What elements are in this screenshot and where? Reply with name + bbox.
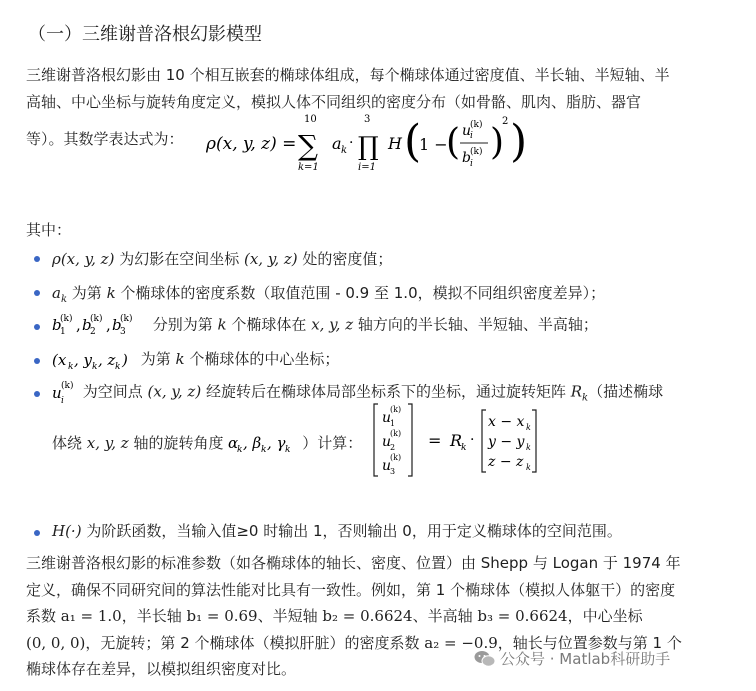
- intro-line-1: 三维谢普洛根幻影由 10 个相互嵌套的椭球体组成，每个椭球体通过密度值、半长轴、半短轴、半: [26, 66, 670, 84]
- bullet-step-function: H(·) 为阶跃函数，当输入值≥0 时输出 1，否则输出 0，用于定义椭球体的空间范围。: [52, 522, 622, 540]
- svg-text:·: ·: [470, 432, 475, 448]
- wechat-icon: [474, 650, 496, 668]
- svg-text:∑: ∑: [298, 129, 318, 162]
- svg-text:·: ·: [349, 135, 354, 151]
- svg-text:k: k: [261, 444, 267, 454]
- outro-line-1: 三维谢普洛根幻影的标准参数（如各椭球体的轴长、密度、位置）由 Shepp 与 Logan 于 1974 年: [26, 554, 681, 572]
- bullet-center: (x k , y k , z k ) 为第 k 个椭球体的中心坐标；: [52, 350, 340, 371]
- svg-text:i: i: [61, 396, 64, 406]
- svg-text:): ): [510, 116, 528, 167]
- svg-text:u: u: [382, 458, 392, 474]
- watermark-text: 公众号 · Matlab科研助手: [500, 650, 671, 668]
- svg-text:=: =: [428, 431, 442, 450]
- svg-text:(: (: [404, 116, 422, 167]
- svg-text:a: a: [332, 134, 342, 153]
- center-coords-math: [52, 349, 136, 371]
- svg-text:): ): [490, 122, 505, 163]
- svg-text:x − x: x − x: [488, 414, 525, 430]
- svg-text:k: k: [68, 361, 74, 371]
- svg-text:b: b: [112, 316, 122, 334]
- svg-text:(k): (k): [60, 314, 73, 324]
- intro-line-2: 高轴、中心坐标与旋转角度定义，模拟人体不同组织的密度分布（如骨骼、肌肉、脂肪、器官: [26, 92, 642, 111]
- svg-text:k: k: [526, 443, 531, 452]
- svg-text:3: 3: [364, 114, 371, 125]
- svg-text:, z: , z: [98, 350, 116, 369]
- svg-text:2: 2: [390, 443, 396, 452]
- bullet-dot: [34, 530, 40, 536]
- bullet-dot: [34, 256, 40, 262]
- svg-text:k: k: [237, 444, 243, 454]
- svg-text:k: k: [526, 463, 531, 472]
- outro-line-3: 系数 a₁ = 1.0，半长轴 b₁ = 0.69、半短轴 b₂ = 0.6624、半高轴 b₃ = 0.6624，中心坐标: [26, 607, 643, 625]
- svg-text:k: k: [461, 443, 467, 453]
- bullet-local-coords-line2: 体绕 x, y, z 轴的旋转角度 α k , β k , γ k ）计算：: [52, 433, 363, 454]
- svg-text:α: α: [228, 433, 239, 452]
- svg-text:): ): [122, 350, 128, 369]
- svg-text:1: 1: [60, 327, 66, 337]
- svg-text:2: 2: [90, 327, 96, 337]
- svg-text:y − y: y − y: [488, 434, 525, 450]
- bullet-dot: [34, 324, 40, 330]
- svg-text:(k): (k): [390, 429, 402, 438]
- svg-text:(: (: [446, 122, 461, 163]
- bullet-dot: [34, 290, 40, 296]
- bullet-rho: ρ(x, y, z) 为幻影在空间坐标 (x, y, z) 处的密度值；: [52, 250, 393, 268]
- svg-text:, γ: , γ: [267, 433, 286, 452]
- bullet-dot: [34, 358, 40, 364]
- svg-text:u: u: [382, 410, 392, 426]
- svg-text:2: 2: [502, 116, 509, 127]
- svg-text:, β: , β: [243, 433, 262, 452]
- svg-text:z − z: z − z: [488, 454, 524, 470]
- svg-text:b: b: [82, 316, 92, 334]
- outro-line-5: 椭球体存在差异，以模拟组织密度对比。: [26, 660, 297, 678]
- svg-text:i: i: [470, 131, 473, 141]
- intro-paragraph: [26, 62, 738, 115]
- svg-text:k: k: [341, 145, 348, 156]
- svg-text:b: b: [52, 316, 62, 334]
- svg-text:3: 3: [120, 327, 126, 337]
- svg-text:i: i: [470, 159, 473, 169]
- section-heading: （一）三维谢普洛根幻影模型: [28, 24, 262, 45]
- svg-text:,: ,: [106, 316, 111, 334]
- bullet-semi-axes: b 1 (k) , b 2 (k) , b 3 (k) 分别为第 k 个椭球体在 x, y, z 轴方向的半长轴、半短轴、半高轴；: [52, 314, 598, 337]
- svg-text:u: u: [382, 434, 392, 450]
- u-ik-math: [52, 378, 78, 406]
- svg-text:k: k: [285, 444, 291, 454]
- where-label: 其中：: [26, 221, 72, 239]
- svg-text:(k): (k): [120, 314, 133, 324]
- svg-text:(k): (k): [390, 405, 402, 414]
- svg-text:k=1: k=1: [298, 162, 319, 173]
- svg-text:k: k: [526, 423, 531, 432]
- svg-text:(k): (k): [90, 314, 103, 324]
- svg-text:u: u: [462, 123, 472, 139]
- svg-text:1 −: 1 −: [419, 135, 448, 154]
- bullet-dot: [34, 391, 40, 397]
- rotation-angles-math: [228, 434, 302, 454]
- svg-text:,: ,: [76, 316, 81, 334]
- svg-text:H: H: [388, 134, 402, 153]
- svg-text:u: u: [52, 384, 62, 402]
- outro-line-4: (0, 0, 0)，无旋转；第 2 个椭球体（模拟肝脏）的密度系数 a₂ = −0.9，轴长与位置参数与第 1 个: [26, 633, 682, 652]
- svg-text:(k): (k): [390, 453, 402, 462]
- svg-text:3: 3: [390, 467, 396, 476]
- outro-line-2: 定义，确保不同研究间的算法性能对比具有一致性。例如，第 1 个椭球体（模拟人体躯干）的密度: [26, 580, 676, 599]
- svg-text:1: 1: [390, 419, 396, 428]
- bullet-local-coords: u i (k) 为空间点 (x, y, z) 经旋转后在椭球体局部坐标系下的坐标，通过旋转矩阵 $R_k$（描述椭球: [52, 378, 663, 406]
- svg-text:b: b: [462, 150, 471, 166]
- svg-text:ρ(x, y, z) =: ρ(x, y, z) =: [206, 134, 297, 154]
- svg-text:(k): (k): [61, 381, 74, 391]
- intro-line-3: 等）。其数学表达式为：: [26, 130, 184, 148]
- svg-text:(k): (k): [470, 120, 483, 130]
- svg-text:10: 10: [304, 114, 317, 125]
- svg-text:R: R: [450, 431, 463, 450]
- semi-axes-math: [52, 312, 148, 338]
- bullet-density-coefficient: $a_k$ 为第 k 个椭球体的密度系数（取值范围 - 0.9 至 1.0，模拟不同组织密度差异）；: [52, 284, 606, 305]
- rotation-formula: [372, 400, 562, 484]
- svg-text:k: k: [115, 361, 121, 371]
- svg-text:∏: ∏: [358, 132, 379, 162]
- svg-text:(k): (k): [470, 147, 483, 157]
- svg-text:, y: , y: [74, 350, 93, 369]
- svg-text:k: k: [92, 361, 98, 371]
- svg-text:i=1: i=1: [358, 162, 376, 173]
- density-formula: [206, 110, 546, 186]
- svg-text:(x: (x: [52, 350, 67, 369]
